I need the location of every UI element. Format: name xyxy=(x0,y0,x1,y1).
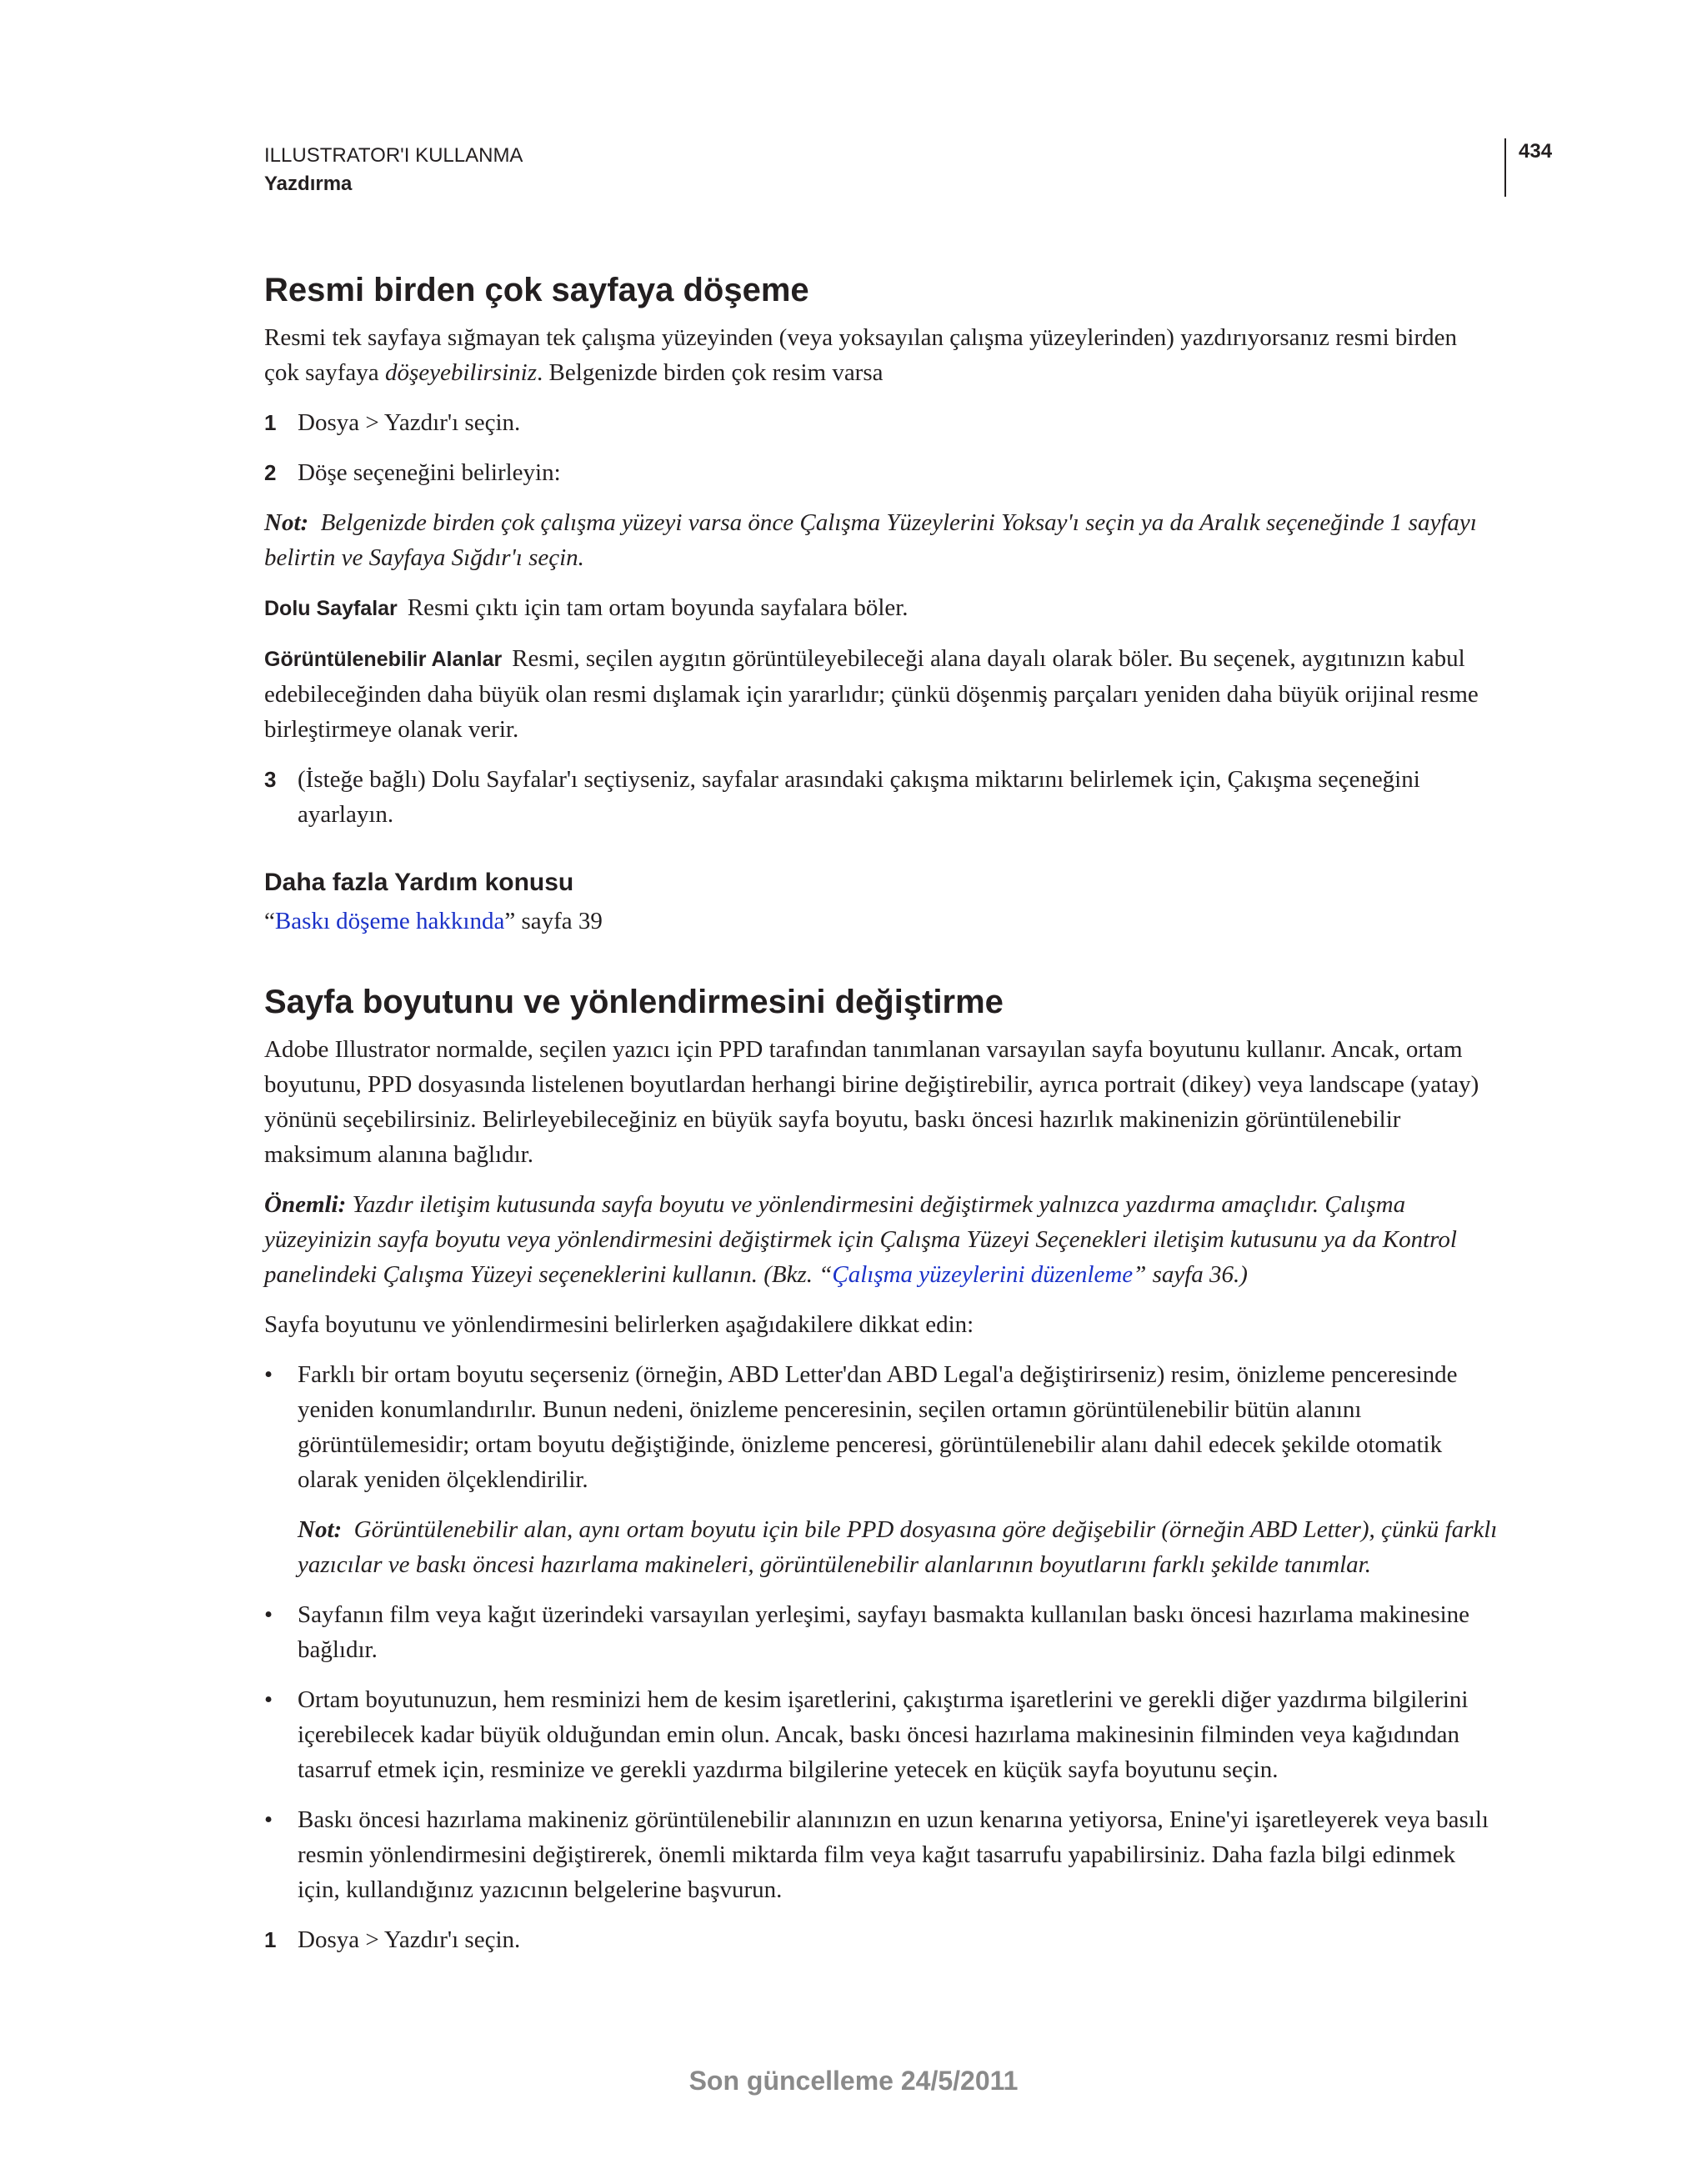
page-number: 434 xyxy=(1519,140,1553,163)
bullet-marker: • xyxy=(264,1806,273,1833)
definition-text: Resmi, seçilen aygıtın görüntüleyebileceği alana dayalı olarak böler. Bu seçenek, aygıtınızın kabul edebileceğinden daha büyük olan resmi dışlamak için yararlıdır; çünkü döşenmiş parçaları yeniden daha büyük orijinal resme birleştirmeye olanak verir. xyxy=(264,645,1479,743)
definition-term: Dolu Sayfalar xyxy=(264,597,398,620)
note-text: Görüntülenebilir alan, aynı ortam boyutu için bile PPD dosyasına göre değişebilir (örneğin ABD Letter), çünkü farklı yazıcılar ve baskı öncesi hazırlama makineleri, görüntülenebilir alanlarının boyutlarını farklı şekilde tanımlar. xyxy=(298,1516,1498,1578)
emphasis: döşeyebilirsiniz xyxy=(384,359,537,386)
section-intro: Adobe Illustrator normalde, seçilen yazıcı için PPD tarafından tanımlanan varsayılan sayfa boyutunu kullanır. Ancak, ortam boyutunu, PPD dosyasında listelenen boyutlardan herhangi birine değiştirebilir, ayrıca portrait (dikey) veya landscape (yatay) yönünü seçebilirsiniz. Belirleyebileceğiniz en büyük sayfa boyutu, baskı öncesi hazırlık makinenizin görüntülenebilir maksimum alanına bağlıdır. xyxy=(264,1036,1479,1168)
running-header xyxy=(264,142,523,198)
step-text: Dosya > Yazdır'ı seçin. xyxy=(298,1926,521,1953)
chapter-title: Yazdırma xyxy=(264,173,353,195)
bullet-text: Baskı öncesi hazırlama makineniz görüntülenebilir alanınızın en uzun kenarına yetiyorsa, Enine'yi işaretleyerek veya basılı resmin yönlendirmesini değiştirerek, önemli miktarda film veya kağıt tasarrufu yapabilirsiniz. Daha fazla bilgi edinmek için, kullandığınız yazıcının belgelerine başvurun. xyxy=(298,1806,1489,1903)
definition-item xyxy=(264,641,1498,747)
step-item xyxy=(264,455,1498,490)
definition-term: Görüntülenebilir Alanlar xyxy=(264,648,503,671)
note xyxy=(298,1512,1498,1582)
list-lead: Sayfa boyutunu ve yönlendirmesini belirlerken aşağıdakilere dikkat edin: xyxy=(264,1311,974,1338)
main-content xyxy=(264,267,1498,1972)
important-note: Önemli: Yazdır iletişim kutusunda sayfa boyutu ve yönlendirmesini değiştirmek yalnızca yazdırma amaçlıdır. Çalışma yüzeyinizin sayfa boyutu veya yönlendirmesini değiştirmek için Çalışma Yüzeyi Seçenekleri iletişim kutusunu ya da Kontrol panelindeki Çalışma Yüzeyi seçeneklerini kullanın. (Bkz. “Çalışma yüzeylerini düzenleme” sayfa 36.) xyxy=(264,1191,1457,1288)
step-number: 1 xyxy=(264,1927,277,1952)
section-title: Resmi birden çok sayfaya döşeme xyxy=(264,272,809,308)
bullet-marker: • xyxy=(264,1686,273,1713)
bullet-item xyxy=(264,1597,1498,1667)
bullet-text: Ortam boyutunuzun, hem resminizi hem de kesim işaretlerini, çakıştırma işaretlerini ve gerekli diğer yazdırma bilgilerini içerebilecek kadar büyük olduğundan emin olun. Ancak, baskı öncesi hazırlama makinesinin filminden veya kağıdından tasarruf etmek için, resminize ve gerekli yazdırma bilgilerine yetecek en küçük sayfa boyutunu seçin. xyxy=(298,1686,1469,1783)
step-text: Dosya > Yazdır'ı seçin. xyxy=(298,409,521,436)
section-title: Sayfa boyutunu ve yönlendirmesini değiştirme xyxy=(264,984,1004,1020)
bullet-item xyxy=(264,1682,1498,1787)
related-topics-title: Daha fazla Yardım konusu xyxy=(264,869,574,896)
step-number: 3 xyxy=(264,767,277,792)
related-topic-link-line: “Baskı döşeme hakkında” sayfa 39 xyxy=(264,908,603,934)
definition-item xyxy=(264,590,1498,626)
bullet-marker: • xyxy=(264,1361,273,1388)
related-topic-link[interactable]: Baskı döşeme hakkında xyxy=(274,908,505,934)
header-divider xyxy=(1504,138,1506,197)
step-text: (İsteğe bağlı) Dolu Sayfalar'ı seçtiyseniz, sayfalar arasındaki çakışma miktarını belirlemek için, Çakışma seçeneğini ayarlayın. xyxy=(298,766,1420,828)
step-number: 2 xyxy=(264,460,277,485)
bullet-text: Farklı bir ortam boyutu seçerseniz (örneğin, ABD Letter'dan ABD Legal'a değiştirirseniz) resim, önizleme penceresinde yeniden konumlandırılır. Bunun nedeni, önizleme penceresinin, seçilen ortamın görüntülenebilir bütün alanını görüntülemesidir; ortam boyutu değiştiğinde, önizleme penceresi, görüntülenebilir alanı dahil edecek şekilde otomatik olarak yeniden ölçeklendirilir. xyxy=(298,1361,1458,1493)
step-item xyxy=(264,405,1498,440)
definition-text: Resmi çıktı için tam ortam boyunda sayfalara böler. xyxy=(407,594,909,621)
bullet-marker: • xyxy=(264,1601,273,1628)
step-item xyxy=(264,762,1498,832)
note-label: Not: xyxy=(298,1516,343,1543)
cross-reference-link[interactable]: Çalışma yüzeylerini düzenleme xyxy=(832,1261,1134,1288)
bullet-item xyxy=(264,1802,1498,1907)
book-title: ILLUSTRATOR'I KULLANMA xyxy=(264,144,523,167)
important-label: Önemli: xyxy=(264,1191,347,1218)
note xyxy=(264,505,1498,575)
step-item xyxy=(264,1922,1498,1957)
footer-last-updated: Son güncelleme 24/5/2011 xyxy=(688,2066,1019,2096)
note-label: Not: xyxy=(264,509,309,536)
bullet-text: Sayfanın film veya kağıt üzerindeki varsayılan yerleşimi, sayfayı basmakta kullanılan baskı öncesi hazırlama makinesine bağlıdır. xyxy=(298,1601,1470,1663)
bullet-item xyxy=(264,1357,1498,1582)
note-text: Belgenizde birden çok çalışma yüzeyi varsa önce Çalışma Yüzeylerini Yoksay'ı seçin ya da Aralık seçeneğinde 1 sayfayı belirtin ve Sayfaya Sığdır'ı seçin. xyxy=(264,509,1477,571)
page-reference: sayfa 39 xyxy=(515,908,603,934)
step-number: 1 xyxy=(264,410,277,435)
step-text: Döşe seçeneğini belirleyin: xyxy=(298,459,561,486)
section-intro: Resmi tek sayfaya sığmayan tek çalışma yüzeyinden (veya yoksayılan çalışma yüzeylerinden) yazdırıyorsanız resmi birden çok sayfaya döşeyebilirsiniz. Belgenizde birden çok resim varsa xyxy=(264,324,1457,386)
